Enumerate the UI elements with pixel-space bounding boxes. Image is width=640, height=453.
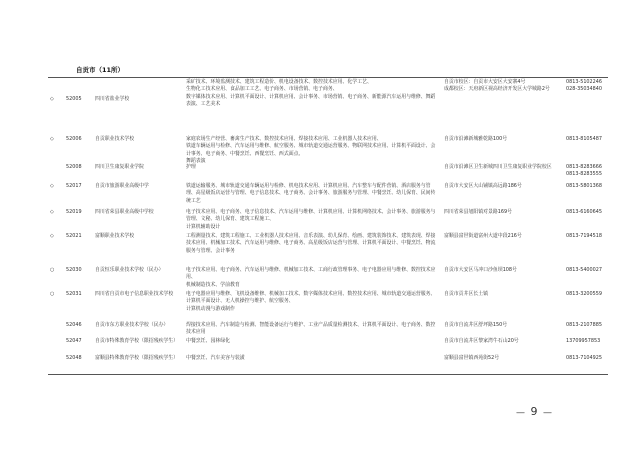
school-address: 自贡市自流井区黎家湾牛石山20号	[444, 338, 519, 344]
page-number: — 9 —	[516, 405, 553, 418]
school-code: 52047	[66, 338, 82, 344]
school-name: 自贡恒乐职业技术学校（民办）	[95, 267, 164, 273]
school-majors: 中餐烹饪、汽车美容与装潢	[186, 355, 245, 361]
page-number-value: 9	[530, 405, 539, 418]
school-phone: 0813-6160645	[566, 209, 602, 215]
school-majors: 电子电器应用与维修、飞机设备维修、机械加工技术、数字媒体技术应用、数控技术应用、城市轨道交通运营服务、计算机平面设计、无人机操控与维护、航空服务、 计算机动漫与游戏制作	[186, 291, 436, 312]
school-code: 52030	[66, 267, 82, 273]
section-title: 自贡市（11所）	[76, 66, 125, 74]
school-majors: 采矿技术、环境监测技术、建筑工程造价、机电设备技术、数控技术应用、化学工艺、 生物化工技术应用、食品加工工艺、电子商务、市场营销、电子商务、 数字媒体技术应用、计算机平面设计、计算机应用、会计事务、市场营销、电子商务、新能源汽车运用与维修、舞蹈表演、工艺美术	[186, 79, 436, 108]
school-name: 自贡市特殊教育学校（限招残疾学生）	[95, 338, 179, 344]
school-address: 自贡市沿滩区卫生新城四川卫生康复职业学院校区	[444, 164, 552, 170]
school-majors: 焊接技术应用、汽车制造与检测、智能设备运行与维护、工业产品质量检测技术、计算机平面设计、电子商务、数控技术应用	[186, 322, 436, 336]
school-phone: 0813-3200559	[566, 291, 602, 297]
school-address: 自贡市大安区大山铺镇高远路186号	[444, 183, 522, 189]
row-mark: ◇	[50, 209, 54, 215]
school-phone: 0813-5400027	[566, 267, 602, 273]
school-name: 自贡职业技术学校	[95, 136, 135, 142]
school-address: 富顺县富世镇西苑街52号	[444, 355, 500, 361]
school-phone: 0813-8283666 0813-8283555	[566, 164, 602, 178]
school-code: 52048	[66, 355, 82, 361]
school-majors: 家庭农场生产经营、畜禽生产技术、数控技术应用、焊接技术应用、工业机器人技术应用、 铁道车辆运用与检修、汽车运用与维修、航空服务、城市轨道交通运营服务、物联网技术应用、计算机平面设计、会计事务、电子商务、中餐烹饪、西餐烹饪、西式面点、 舞蹈表演	[186, 136, 436, 165]
school-address: 自贡市大安区马冲口沙鱼坝108号	[444, 267, 517, 273]
school-code: 52021	[66, 233, 82, 239]
school-name: 自贡市东方职业技术学校（民办）	[95, 322, 169, 328]
school-address: 自贡市校区：自贡市大安区大安寨4号 成都校区：天府新区视高经济开发区大学城路2号	[444, 79, 550, 93]
school-phone: 0813-7104925	[566, 355, 602, 361]
table-top-rule	[48, 77, 608, 78]
school-majors: 铁道运输服务、城市轨道交通车辆运用与检修、机电技术应用、计算机应用、汽车整车与配件营销、酒店服务与管理、高星级饭店运营与管理、电子信息技术、电子商务、会计事务、旅游服务与管理、中餐烹饪、幼儿保育、民间传统工艺	[186, 183, 436, 204]
school-majors: 护理	[186, 164, 196, 170]
school-address: 自贡市贡井区长土镇	[444, 291, 489, 297]
school-majors: 电子技术应用、电子商务、电子信息技术、汽车运用与维修、计算机应用、计算机网络技术、会计事务、旅游服务与管理、文秘、幼儿保育、建筑工程施工、 计算机辅助设计	[186, 209, 436, 230]
school-name: 富顺县特殊教育学校（限招残疾学生）	[95, 355, 179, 361]
row-mark: ○	[50, 267, 55, 273]
table-bottom-rule	[48, 374, 608, 375]
school-code: 52008	[66, 164, 82, 170]
school-phone: 0813-5801368	[566, 183, 602, 189]
school-address: 自贡市沿滩新城雅乾路100号	[444, 136, 508, 142]
school-address: 四川省荣县旭阳镇对景路169号	[444, 209, 513, 215]
school-code: 52005	[66, 96, 82, 102]
school-majors: 中餐烹饪、园林绿化	[186, 338, 231, 344]
school-name: 自贡市旅游职业高级中学	[95, 183, 149, 189]
school-name: 四川省自贡市电子信息职业技术学校	[95, 291, 174, 297]
school-name: 四川省荣县职业高级中学校	[95, 209, 154, 215]
row-mark: ◇	[50, 136, 54, 142]
school-code: 52019	[66, 209, 82, 215]
school-majors: 工程测量技术、建筑工程施工、工业机器人技术应用、音乐表演、幼儿保育、绘画、建筑装饰技术、建筑表现、焊接技术应用、机械加工技术、汽车运用与维修、电子商务、高星级饭店运营与管理、计算机平面设计、中餐烹饪、物流服务与管理、会计事务	[186, 233, 436, 254]
school-code: 52017	[66, 183, 82, 189]
school-phone: 0813-8105487	[566, 136, 602, 142]
school-phone: 0813-5102246 028-35034840	[566, 79, 602, 93]
school-name: 四川卫生康复职业学院	[95, 164, 144, 170]
school-address: 富顺县富世街道富州大道中段216号	[444, 233, 522, 239]
row-mark: ◇	[50, 96, 54, 102]
row-mark: ○	[50, 291, 55, 297]
school-code: 52006	[66, 136, 82, 142]
school-code: 52046	[66, 322, 82, 328]
school-code: 52031	[66, 291, 82, 297]
row-mark: ◇	[50, 183, 54, 189]
school-majors: 电子技术应用、电子商务、汽车运用与维修、机械加工技术、工商行政管理事务、电子电器应用与维修、数控技术应用、 机械制造技术、学前教育	[186, 267, 436, 288]
school-name: 富顺职业技术学校	[95, 233, 135, 239]
row-mark: ◇	[50, 233, 54, 239]
school-name: 四川省盐业学校	[95, 96, 130, 102]
school-address: 自贡市自流井区舒坪路150号	[444, 322, 508, 328]
school-phone: 0813-7194518	[566, 233, 602, 239]
school-phone: 13709957853	[566, 338, 601, 344]
school-phone: 0813-2107885	[566, 322, 602, 328]
